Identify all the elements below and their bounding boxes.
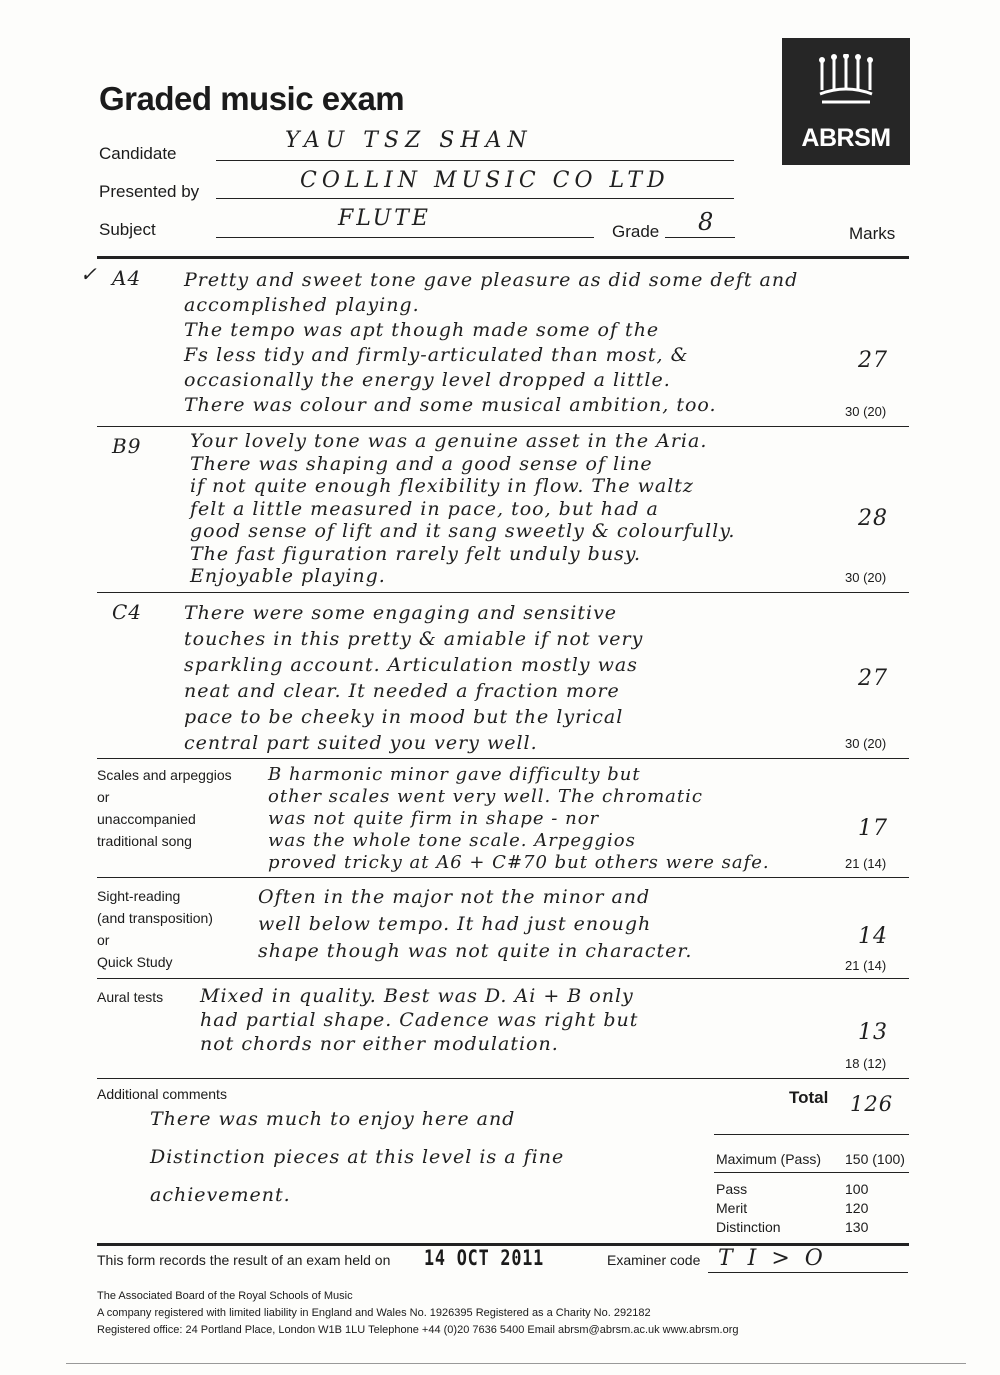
aural-tests-max: 18 (12) bbox=[845, 1056, 887, 1071]
sight-reading-comment: Often in the major not the minor and well below tempo. It had just enough shape though was not quite in character. bbox=[258, 886, 693, 962]
divider bbox=[97, 426, 909, 427]
examiner-underline bbox=[708, 1272, 908, 1273]
subject-underline bbox=[216, 237, 594, 238]
aural-tests-mark: 13 bbox=[858, 1020, 888, 1045]
piece-b-mark: 28 bbox=[858, 506, 888, 531]
divider bbox=[714, 1134, 909, 1135]
subject-value: FLUTE bbox=[338, 206, 431, 231]
piece-a-mark: 27 bbox=[858, 348, 888, 373]
divider bbox=[97, 877, 909, 878]
presented-by-underline bbox=[216, 198, 734, 199]
piece-c-mark: 27 bbox=[858, 666, 888, 691]
total-label: Total bbox=[789, 1088, 829, 1107]
scales-label: Scales and arpeggios or unaccompanied traditional song bbox=[97, 767, 232, 849]
marks-label: Marks bbox=[849, 224, 896, 243]
maximum-pass-value: 150 (100) bbox=[845, 1151, 905, 1167]
piece-a-label: A4 bbox=[112, 266, 142, 290]
exam-date-stamp: 14 OCT 2011 bbox=[424, 1246, 545, 1270]
scales-comment: B harmonic minor gave difficulty but other scales went very well. The chromatic was not quite firm in shape - nor was the whole tone scale. Arpeggios proved tricky at A6 + C#70 but others were safe. bbox=[268, 764, 770, 873]
piece-a-max: 30 (20) bbox=[845, 404, 887, 419]
grade-label: Grade bbox=[612, 222, 660, 241]
candidate-label: Candidate bbox=[99, 144, 177, 163]
presented-by-label: Presented by bbox=[99, 182, 200, 201]
footer-org-name: The Associated Board of the Royal Schools of Music bbox=[97, 1290, 353, 1302]
piece-b-comment: Your lovely tone was a genuine asset in the Aria. There was shaping and a good sense of line if not quite enough flexibility in flow. The waltz felt a little measured in pace, too, but had a good sense of lift and it sang sweetly & colourfully. The fast figuration rarely felt unduly busy. Enjoyable playing. bbox=[190, 430, 736, 587]
divider bbox=[714, 1172, 909, 1173]
distinction-value: 130 bbox=[845, 1219, 869, 1235]
scales-mark: 17 bbox=[858, 816, 888, 841]
aural-tests-comment: Mixed in quality. Best was D. Ai + B only had partial shape. Cadence was right but not chords nor either modulation. bbox=[200, 985, 639, 1055]
sight-reading-label: Sight-reading (and transposition) or Quick Study bbox=[97, 888, 213, 970]
candidate-value: YAU TSZ SHAN bbox=[285, 128, 533, 153]
piece-a-comment: Pretty and sweet tone gave pleasure as did some deft and accomplished playing. The tempo was apt though made some of the Fs less tidy and firmly-articulated than most, & occasionally the energy level dropped a little. There was colour and some musical ambition, too. bbox=[184, 269, 799, 416]
scales-max: 21 (14) bbox=[845, 856, 887, 871]
distinction-label: Distinction bbox=[716, 1219, 781, 1235]
aural-tests-label: Aural tests bbox=[97, 989, 164, 1005]
examiner-code-value: T I > O bbox=[718, 1246, 827, 1271]
sight-reading-max: 21 (14) bbox=[845, 958, 887, 973]
additional-comments-text: There was much to enjoy here and Distinction pieces at this level is a fine achievement. bbox=[150, 1108, 565, 1206]
additional-comments-label: Additional comments bbox=[97, 1086, 227, 1102]
abrsm-logo bbox=[782, 38, 910, 165]
divider bbox=[97, 592, 909, 593]
scan-edge bbox=[66, 1363, 966, 1364]
pass-label: Pass bbox=[716, 1181, 748, 1197]
grade-underline bbox=[665, 237, 735, 238]
logo-text: ABRSM bbox=[801, 124, 891, 152]
divider bbox=[97, 1078, 909, 1079]
presented-by-value: COLLIN MUSIC CO LTD bbox=[300, 168, 670, 193]
footer-registration: A company registered with limited liability in England and Wales No. 1926395 Registered as a Charity No. 292182 bbox=[97, 1307, 651, 1319]
piece-b-max: 30 (20) bbox=[845, 570, 887, 585]
examiner-code-label: Examiner code bbox=[607, 1252, 701, 1268]
subject-label: Subject bbox=[99, 220, 156, 239]
piece-c-comment: There were some engaging and sensitive touches in this pretty & amiable if not very sparkling account. Articulation mostly was neat and clear. It needed a fraction more pace to be cheeky in mood but the lyrical central part suited you very well. bbox=[184, 602, 644, 754]
exam-held-text: This form records the result of an exam held on bbox=[97, 1252, 391, 1268]
sight-reading-mark: 14 bbox=[858, 924, 888, 949]
footer-contact: Registered office: 24 Portland Place, London W1B 1LU Telephone +44 (0)20 7636 5400 Email abrsm@abrsm.ac.uk www.abrsm.org bbox=[97, 1324, 739, 1336]
total-value: 126 bbox=[850, 1092, 894, 1116]
divider bbox=[97, 758, 909, 759]
piece-c-label: C4 bbox=[112, 600, 143, 624]
tick-mark: ✓ bbox=[80, 262, 98, 286]
maximum-pass-label: Maximum (Pass) bbox=[716, 1151, 822, 1167]
merit-label: Merit bbox=[716, 1200, 748, 1216]
merit-value: 120 bbox=[845, 1200, 869, 1216]
pass-value: 100 bbox=[845, 1181, 869, 1197]
crown-icon bbox=[816, 54, 876, 110]
form-title: Graded music exam bbox=[99, 80, 405, 117]
divider bbox=[97, 978, 909, 979]
piece-b-label: B9 bbox=[112, 434, 142, 458]
piece-c-max: 30 (20) bbox=[845, 736, 887, 751]
candidate-underline bbox=[216, 160, 734, 161]
header-rule bbox=[97, 256, 909, 259]
grade-value: 8 bbox=[698, 208, 715, 236]
